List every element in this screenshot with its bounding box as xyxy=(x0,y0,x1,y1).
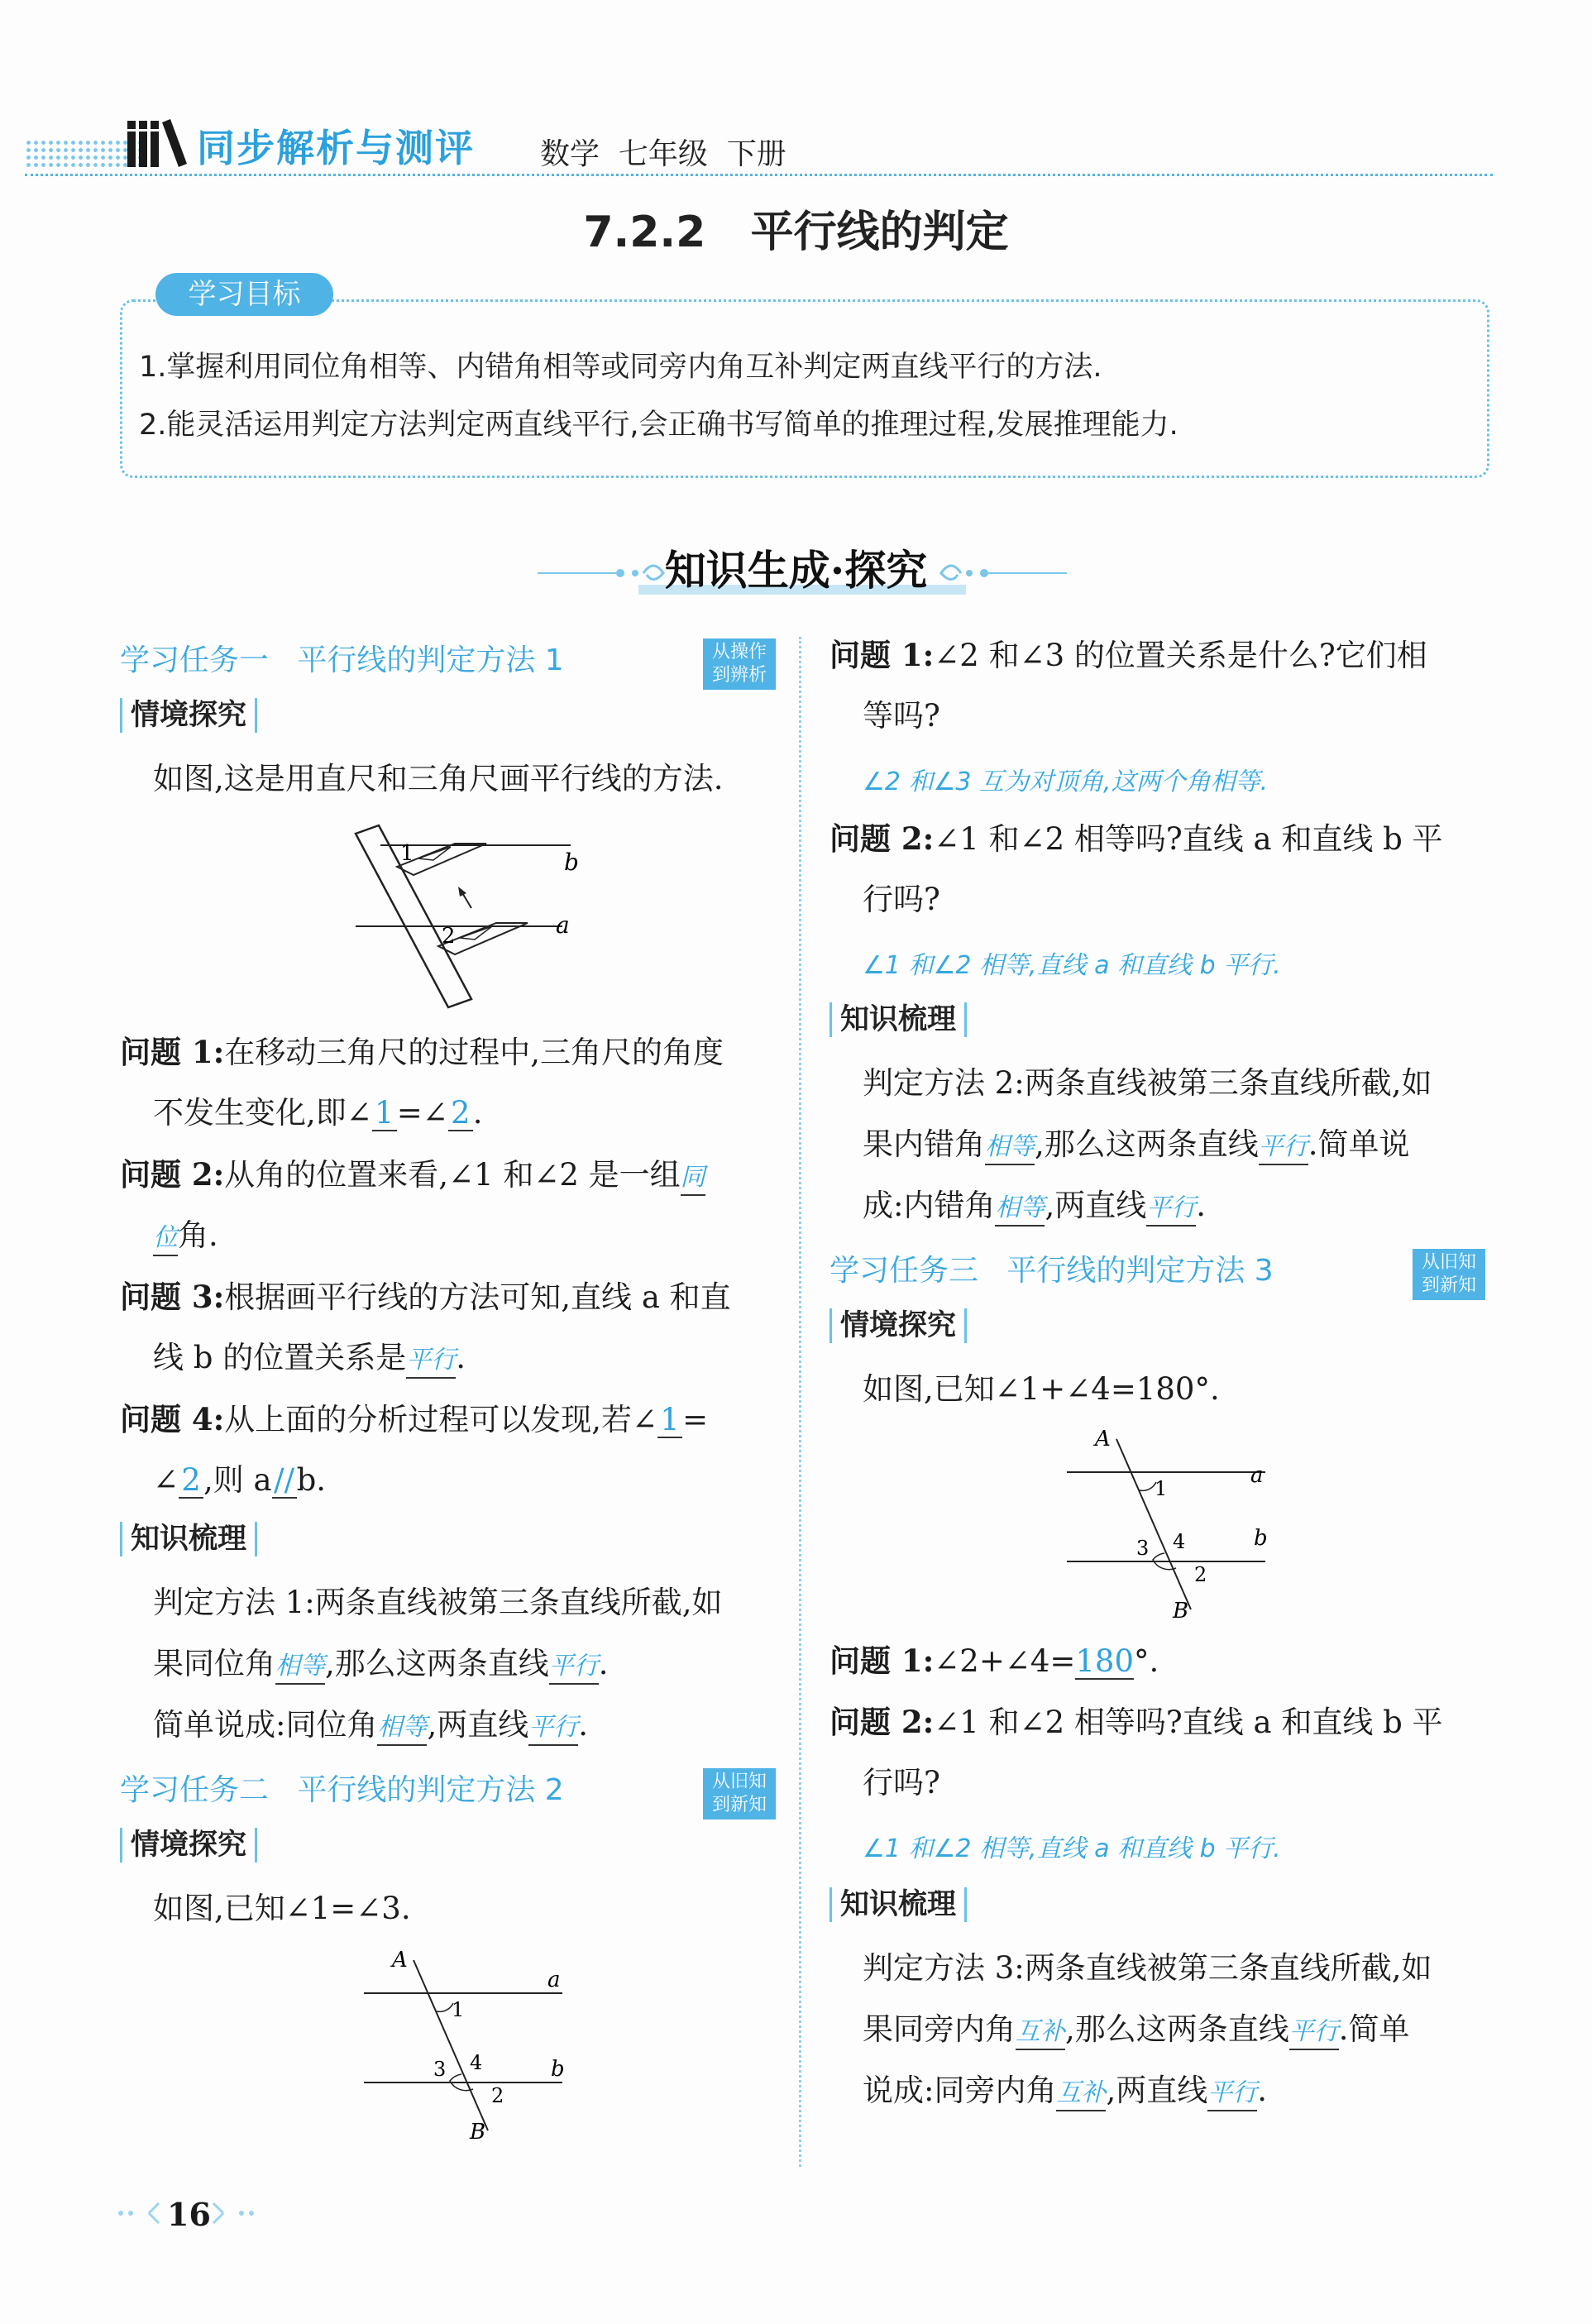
goal-item-2: 2.能灵活运用判定方法判定两直线平行,会正确书写简单的推理过程,发展推理能力. xyxy=(139,409,1178,442)
task1-q4-answer2: 2 xyxy=(179,1464,203,1499)
task3-method-text-f: . xyxy=(1257,2073,1267,2108)
task3-q1-end: °. xyxy=(1134,1643,1159,1679)
task1-q4-text: 从上面的分析过程可以发现,若∠ xyxy=(224,1402,658,1437)
task1-method-line2 xyxy=(153,1647,609,1685)
task2-q2-answer: ∠1 和∠2 相等,直线 a 和直线 b 平行. xyxy=(863,951,1281,980)
task1-q2-end: 角. xyxy=(178,1217,218,1253)
task2-badge-line1: 从旧知 xyxy=(711,1772,767,1792)
task1-q1-end: . xyxy=(472,1095,483,1131)
task3-q2 xyxy=(829,1705,1443,1739)
goal-item-1: 1.掌握利用同位角相等、内错角相等或同旁内角互补判定两直线平行的方法. xyxy=(139,351,1102,384)
task1-method-line3 xyxy=(153,1709,588,1746)
task1-q4-then: ,则 a xyxy=(203,1462,272,1498)
task1-q4-eq: = xyxy=(682,1402,709,1437)
fig2-label-a: a xyxy=(547,1968,561,1992)
task1-q1-label: 问题 1: xyxy=(120,1034,225,1070)
task2-method-line1: 判定方法 2:两条直线被第三条直线所截,如 xyxy=(863,1065,1432,1101)
task1-method-answer1: 相等 xyxy=(275,1650,325,1685)
fig3-label-1: 1 xyxy=(1155,1477,1168,1500)
task1-method-text-c: . xyxy=(598,1646,609,1681)
fig3-label-b: b xyxy=(1254,1526,1268,1551)
task1-q4-label: 问题 4: xyxy=(120,1401,225,1437)
task2-method-answer4: 平行 xyxy=(1146,1192,1196,1227)
fig2-label-2: 2 xyxy=(491,2084,504,2107)
task1-q3-end: . xyxy=(456,1340,466,1375)
task3-q1 xyxy=(829,1644,1159,1680)
task2-q2-line2: 行吗? xyxy=(863,882,940,917)
task1-q1 xyxy=(120,1035,724,1069)
task3-method-answer3: 互补 xyxy=(1056,2077,1106,2111)
task1-method-text-b: ,那么这两条直线 xyxy=(325,1646,549,1681)
fig3-label-2: 2 xyxy=(1194,1563,1207,1586)
task1-q2-text: 从角的位置来看,∠1 和∠2 是一组 xyxy=(224,1157,681,1193)
task3-q1-answer: 180 xyxy=(1075,1643,1135,1679)
banner-title: 知识生成·探究 xyxy=(664,546,928,595)
task2-method-answer2: 平行 xyxy=(1259,1131,1308,1165)
task1-q1-text: 在移动三角尺的过程中,三角尺的角度 xyxy=(224,1035,724,1070)
task2-sort-heading: 知识梳理 xyxy=(829,1002,967,1037)
goals-box xyxy=(120,299,1489,478)
task1-method-answer3: 相等 xyxy=(377,1711,427,1746)
task1-q2-line2 xyxy=(153,1219,218,1256)
task1-method-text-f: . xyxy=(578,1707,588,1743)
task3-sort-heading: 知识梳理 xyxy=(829,1887,967,1922)
fig2-label-3: 3 xyxy=(433,2058,447,2081)
task1-title: 学习任务一 平行线的判定方法 1 xyxy=(120,643,564,677)
task3-method-text-e: ,两直线 xyxy=(1106,2073,1208,2108)
task3-q1-label: 问题 1: xyxy=(829,1643,935,1679)
task1-q3-line2 xyxy=(153,1341,466,1379)
task2-title: 学习任务二 平行线的判定方法 2 xyxy=(120,1773,564,1807)
task2-q1 xyxy=(829,638,1427,672)
header-divider xyxy=(25,174,1493,176)
task2-q2-text: ∠1 和∠2 相等吗?直线 a 和直线 b 平 xyxy=(934,821,1443,857)
task2-method-text-b: ,那么这两条直线 xyxy=(1035,1126,1259,1162)
fig2-label-A: A xyxy=(392,1948,408,1973)
task1-q4-answer3: // xyxy=(272,1464,297,1499)
transversal-figure-3 xyxy=(1059,1423,1290,1629)
task2-method-answer1: 相等 xyxy=(985,1131,1035,1165)
task1-method-line1: 判定方法 1:两条直线被第三条直线所截,如 xyxy=(153,1585,723,1620)
task3-badge-line2: 到新知 xyxy=(1421,1275,1476,1296)
task1-q2-label: 问题 2: xyxy=(120,1156,225,1193)
task3-method-answer4: 平行 xyxy=(1207,2077,1257,2111)
fig2-label-B: B xyxy=(470,2120,486,2145)
task2-method-text-d: 成:内错角 xyxy=(863,1188,996,1223)
task1-badge-line2: 到辨析 xyxy=(711,665,767,686)
task2-q1-answer: ∠2 和∠3 互为对顶角,这两个角相等. xyxy=(863,767,1269,796)
task1-sort-heading: 知识梳理 xyxy=(120,1522,257,1557)
task1-q2 xyxy=(120,1158,705,1196)
fig3-label-B: B xyxy=(1173,1599,1189,1623)
fig2-label-4: 4 xyxy=(470,2051,483,2074)
goals-tag: 学习目标 xyxy=(155,273,333,316)
task3-method-line3 xyxy=(863,2074,1267,2111)
fig1-label-b: b xyxy=(564,849,579,876)
task3-badge xyxy=(1413,1249,1485,1300)
task1-q4-line2 xyxy=(153,1464,326,1499)
task2-badge-line2: 到新知 xyxy=(711,1795,767,1815)
task3-method-text-c: .简单 xyxy=(1338,2011,1410,2047)
fig1-label-2: 2 xyxy=(442,924,456,949)
task3-method-line1: 判定方法 3:两条直线被第三条直线所截,如 xyxy=(863,1950,1432,1986)
task1-badge-line1: 从操作 xyxy=(711,642,767,662)
task2-q2-label: 问题 2: xyxy=(829,820,935,857)
task1-q3-text2: 线 b 的位置关系是 xyxy=(153,1340,407,1375)
task3-method-text-a: 果同旁内角 xyxy=(863,2011,1016,2047)
task3-q2-text: ∠1 和∠2 相等吗?直线 a 和直线 b 平 xyxy=(934,1705,1443,1740)
transversal-figure-2 xyxy=(356,1944,587,2150)
task1-method-answer2: 平行 xyxy=(549,1650,599,1685)
task1-q1-text2: 不发生变化,即∠ xyxy=(153,1095,372,1131)
task3-method-text-d: 说成:同旁内角 xyxy=(863,2073,1057,2108)
task1-q1-eq: =∠ xyxy=(396,1095,448,1131)
task3-q2-line2: 行吗? xyxy=(863,1765,940,1800)
task3-badge-line1: 从旧知 xyxy=(1421,1252,1476,1273)
fig2-label-1: 1 xyxy=(452,1998,465,2021)
column-divider xyxy=(799,637,801,2167)
task1-q3 xyxy=(120,1280,731,1314)
task3-q2-answer: ∠1 和∠2 相等,直线 a 和直线 b 平行. xyxy=(863,1834,1281,1863)
task1-explore-heading: 情境探究 xyxy=(120,698,257,733)
fig1-label-a: a xyxy=(556,911,570,939)
fig2-label-b: b xyxy=(551,2057,565,2082)
section-title: 7.2.2 平行线的判定 xyxy=(583,208,1009,257)
task3-method-text-b: ,那么这两条直线 xyxy=(1065,2011,1289,2047)
task1-q1-line2 xyxy=(153,1097,483,1131)
task2-method-line3 xyxy=(863,1189,1206,1227)
subject-grade: 数学 七年级 下册 xyxy=(540,137,786,171)
fig3-label-A: A xyxy=(1095,1427,1111,1451)
task3-method-line2 xyxy=(863,2013,1410,2050)
books-icon xyxy=(124,116,189,170)
task3-intro: 如图,已知∠1+∠4=180°. xyxy=(863,1371,1220,1407)
task1-q4-angle: ∠ xyxy=(153,1462,179,1498)
task1-q4-end: b. xyxy=(296,1462,327,1498)
task1-q2-answer-b: 位 xyxy=(153,1222,178,1256)
page-number: 16 xyxy=(167,2196,211,2233)
task1-q1-answer2: 2 xyxy=(448,1097,473,1131)
task1-q2-answer-a: 同 xyxy=(681,1161,705,1196)
task3-method-answer2: 平行 xyxy=(1289,2016,1339,2050)
task3-title: 学习任务三 平行线的判定方法 3 xyxy=(829,1254,1274,1288)
task1-q1-answer1: 1 xyxy=(372,1097,397,1131)
task1-q3-label: 问题 3: xyxy=(120,1279,225,1315)
task2-q1-label: 问题 1: xyxy=(829,637,935,673)
task2-q1-line2: 等吗? xyxy=(863,698,940,734)
task3-q1-text: ∠2+∠4= xyxy=(934,1643,1076,1679)
task2-method-text-a: 果内错角 xyxy=(863,1126,985,1162)
task1-method-text-a: 果同位角 xyxy=(153,1646,275,1681)
task2-method-text-f: . xyxy=(1196,1188,1206,1223)
task1-method-text-d: 简单说成:同位角 xyxy=(153,1707,378,1743)
series-title: 同步解析与测评 xyxy=(197,126,475,170)
task2-explore-heading: 情境探究 xyxy=(120,1828,257,1863)
task2-method-text-c: .简单说 xyxy=(1308,1126,1410,1162)
task3-explore-heading: 情境探究 xyxy=(829,1308,967,1343)
task3-q2-label: 问题 2: xyxy=(829,1704,935,1740)
ruler-triangle-figure xyxy=(347,819,595,1009)
task1-method-text-e: ,两直线 xyxy=(427,1707,529,1743)
task2-q2 xyxy=(829,822,1443,856)
fig3-label-4: 4 xyxy=(1173,1530,1186,1553)
task2-intro: 如图,已知∠1=∠3. xyxy=(153,1891,411,1926)
task2-method-text-e: ,两直线 xyxy=(1045,1188,1147,1223)
fig1-label-1: 1 xyxy=(400,841,414,866)
task3-method-answer1: 互补 xyxy=(1016,2016,1065,2050)
task1-q4 xyxy=(120,1403,708,1438)
task2-q1-text: ∠2 和∠3 的位置关系是什么?它们相 xyxy=(934,638,1427,673)
task2-badge xyxy=(703,1768,776,1820)
task1-q4-answer1: 1 xyxy=(657,1403,682,1438)
task1-intro: 如图,这是用直尺和三角尺画平行线的方法. xyxy=(153,761,724,796)
task1-badge xyxy=(703,638,776,690)
task1-q3-answer: 平行 xyxy=(406,1344,456,1379)
task2-method-line2 xyxy=(863,1128,1410,1165)
task1-method-answer4: 平行 xyxy=(528,1711,578,1746)
task2-method-answer3: 相等 xyxy=(995,1192,1045,1227)
fig3-label-3: 3 xyxy=(1136,1537,1150,1560)
fig3-label-a: a xyxy=(1250,1463,1264,1488)
task1-q3-text: 根据画平行线的方法可知,直线 a 和直 xyxy=(224,1279,731,1315)
